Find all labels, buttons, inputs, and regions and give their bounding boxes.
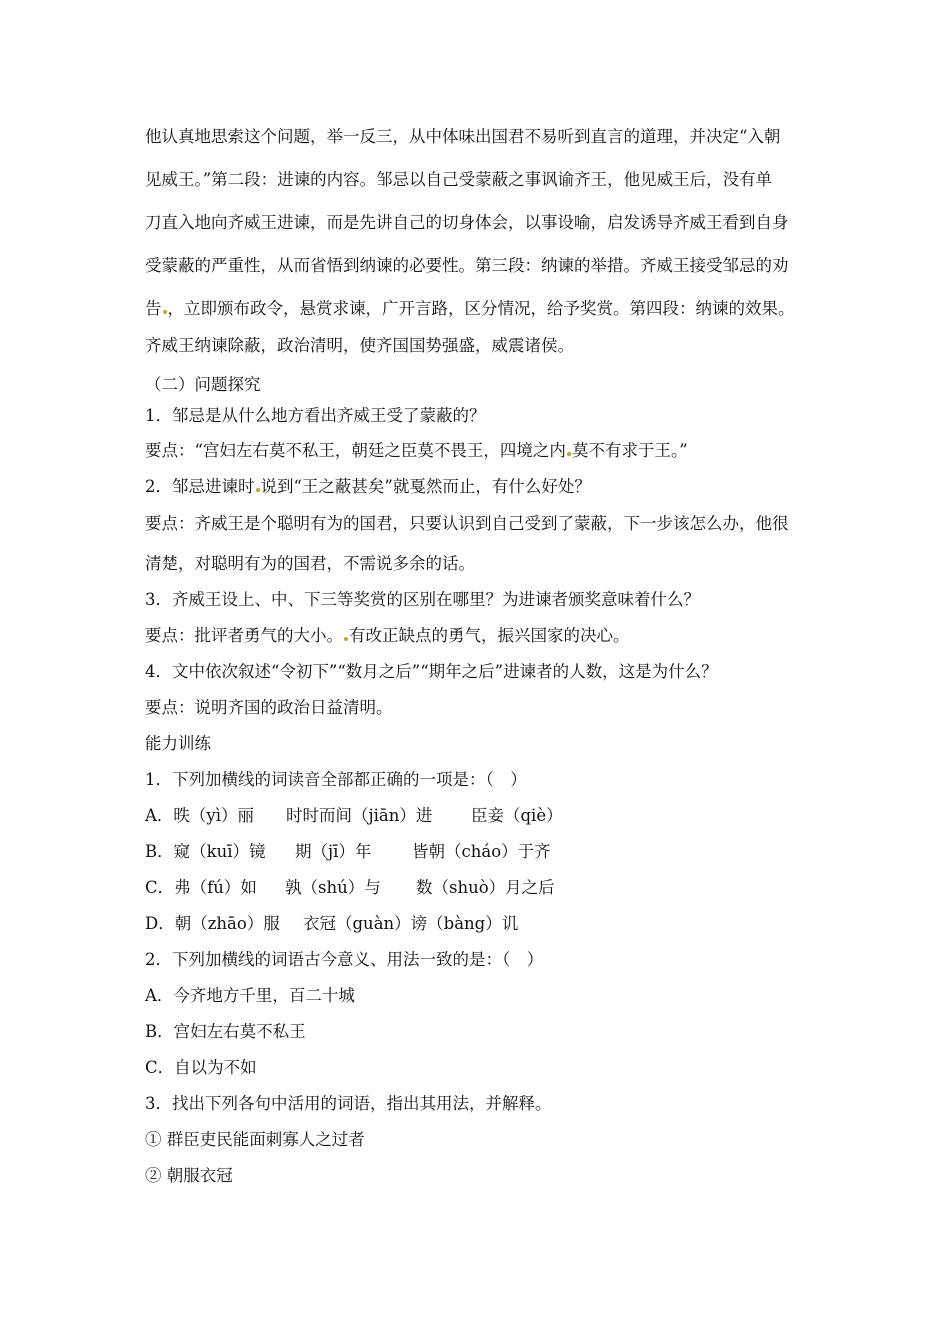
training-question-2: 2．下列加横线的词语古今意义、用法一致的是：（ ） bbox=[145, 950, 544, 969]
option-part: 时时而间（jiān）进 bbox=[286, 806, 433, 825]
paragraph-line: 见威王。”第二段：进谏的内容。邹忌以自己受蒙蔽之事讽谕齐王，他见威王后，没有单 bbox=[145, 170, 773, 189]
paragraph-text: 告 bbox=[145, 299, 162, 318]
answer-1 bbox=[145, 440, 688, 462]
sentence-item-1: ① 群臣吏民能面刺寡人之过者 bbox=[145, 1130, 365, 1149]
question-2 bbox=[145, 476, 591, 498]
answer-text: 要点：批评者勇气的大小。 bbox=[145, 626, 343, 645]
section-title: （二）问题探究 bbox=[145, 375, 261, 394]
paragraph-text: ，立即颁布政令，悬赏求谏，广开言路，区分情况，给予奖赏。第四段：纳谏的效果。 bbox=[167, 299, 795, 318]
answer-text: 有改正缺点的勇气，振兴国家的决心。 bbox=[349, 626, 630, 645]
sentence-item-2: ② 朝服衣冠 bbox=[145, 1166, 233, 1185]
option-part: 皆朝（cháo）于齐 bbox=[412, 842, 551, 861]
option-a bbox=[145, 805, 563, 827]
question-3: 3．齐威王设上、中、下三等奖赏的区别在哪里？为进谏者颁奖意味着什么？ bbox=[145, 590, 700, 609]
paragraph-line: 他认真地思索这个问题，举一反三，从中体味出国君不易听到直言的道理，并决定“入朝 bbox=[145, 127, 781, 146]
option-c bbox=[145, 877, 555, 899]
option-d bbox=[145, 913, 518, 935]
option-part: D．朝（zhāo）服 bbox=[145, 914, 280, 933]
dot-mark-icon bbox=[567, 452, 571, 456]
option-a: A．今齐地方千里，百二十城 bbox=[145, 986, 355, 1005]
training-question-1: 1．下列加横线的词读音全部都正确的一项是：（ ） bbox=[145, 770, 527, 789]
question-text: 说到“王之蔽甚矣”就戛然而止，有什么好处？ bbox=[260, 477, 591, 496]
paragraph-line: 受蒙蔽的严重性，从而省悟到纳谏的必要性。第三段：纳谏的举措。齐威王接受邹忌的劝 bbox=[145, 256, 789, 275]
option-b: B．宫妇左右莫不私王 bbox=[145, 1022, 306, 1041]
option-part: B．窥（kuī）镜 bbox=[145, 842, 266, 861]
option-part: 数（shuò）月之后 bbox=[416, 878, 555, 897]
option-part: 衣冠（guàn）谤（bàng）讥 bbox=[303, 914, 519, 933]
option-b bbox=[145, 841, 551, 863]
question-1: 1．邹忌是从什么地方看出齐威王受了蒙蔽的？ bbox=[145, 406, 486, 425]
answer-4: 要点：说明齐国的政治日益清明。 bbox=[145, 698, 393, 717]
paragraph-line: 齐威王纳谏除蔽，政治清明，使齐国国势强盛，威震诸侯。 bbox=[145, 336, 574, 355]
option-part: 臣妾（qiè） bbox=[471, 806, 563, 825]
option-part: C．弗（fú）如 bbox=[145, 878, 257, 897]
answer-2-line: 要点：齐威王是个聪明有为的国君，只要认识到自己受到了蒙蔽，下一步该怎么办，他很 bbox=[145, 514, 789, 533]
dot-mark-icon bbox=[344, 637, 348, 641]
dot-mark-icon bbox=[256, 488, 260, 492]
answer-2-line: 清楚，对聪明有为的国君，不需说多余的话。 bbox=[145, 554, 475, 573]
option-part: 期（jī）年 bbox=[295, 842, 372, 861]
option-part: 孰（shú）与 bbox=[285, 878, 381, 897]
option-part: A．昳（yì）丽 bbox=[145, 806, 255, 825]
question-text: 2．邹忌进谏时 bbox=[145, 477, 255, 496]
answer-text: 莫不有求于王。” bbox=[571, 441, 688, 460]
dot-mark-icon bbox=[163, 310, 167, 314]
answer-3 bbox=[145, 625, 630, 647]
answer-text: 要点：“宫妇左右莫不私王，朝廷之臣莫不畏王，四境之内 bbox=[145, 441, 566, 460]
paragraph-line: 刀直入地向齐威王进谏，而是先讲自己的切身体会，以事设喻，启发诱导齐威王看到自身 bbox=[145, 213, 789, 232]
paragraph-line bbox=[145, 298, 795, 320]
question-4: 4．文中依次叙述“令初下”“数月之后”“期年之后”进谏者的人数，这是为什么？ bbox=[145, 662, 718, 681]
option-c: C．自以为不如 bbox=[145, 1058, 257, 1077]
training-question-3: 3．找出下列各句中活用的词语，指出其用法，并解释。 bbox=[145, 1094, 552, 1113]
training-heading: 能力训练 bbox=[145, 734, 211, 753]
